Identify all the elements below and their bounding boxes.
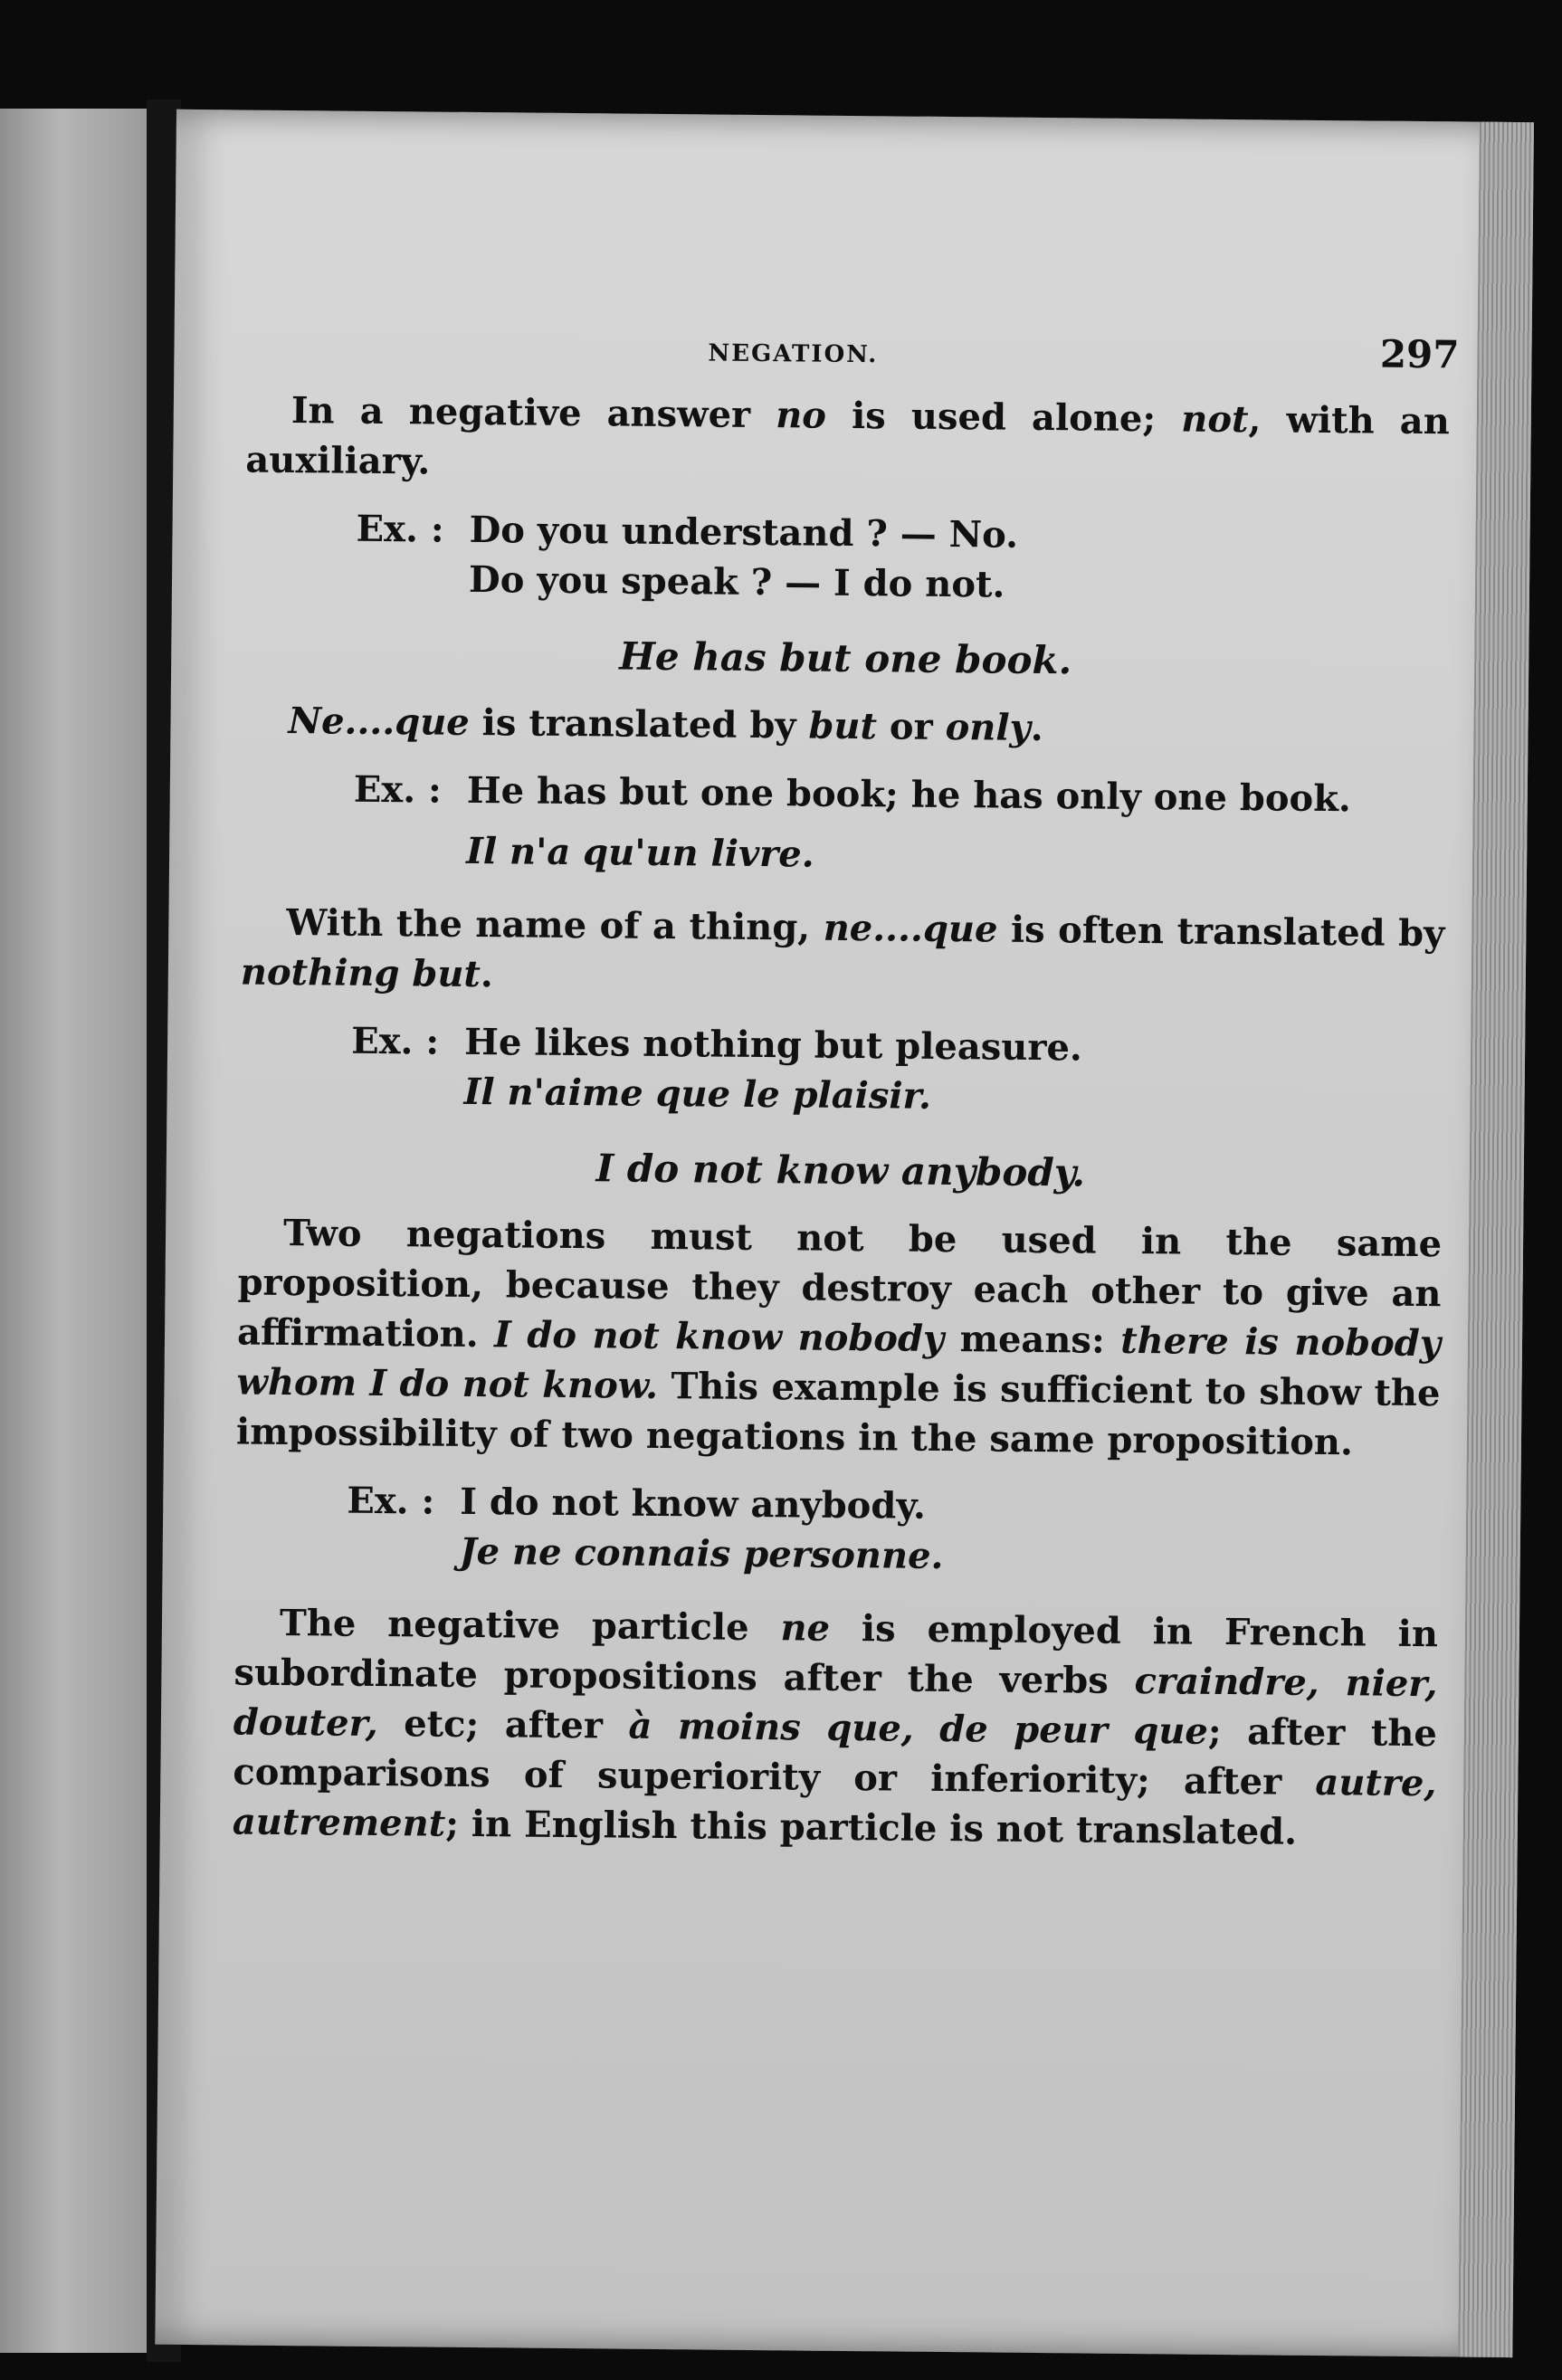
example-translation: Il n'aime que le plaisir.: [463, 1070, 932, 1118]
italic-run: but: [808, 704, 878, 748]
paragraph-two-negations: [236, 1208, 1443, 1469]
example-label: Ex. :: [350, 1019, 440, 1063]
text-run: is translated by: [469, 700, 809, 747]
italic-run: ne: [780, 1606, 831, 1650]
example-line: He likes nothing but pleasure.: [463, 1020, 1083, 1070]
example-lines: [469, 505, 1449, 614]
page-header: [246, 319, 1460, 386]
example-lines: [463, 1017, 1443, 1126]
example-line: I do not know anybody.: [460, 1480, 927, 1528]
text-run: , with an auxiliary.: [245, 398, 1451, 483]
text-run: Two negations must not be used in the same proposition, because they destroy each other to give an affirmation.: [236, 1211, 1443, 1357]
page-number: 297: [1379, 331, 1460, 377]
text-run: is employed in French in subordinate propositions after the verbs: [233, 1606, 1439, 1703]
example-block-4: [234, 1474, 1439, 1585]
italic-run: craindre, nier, douter,: [233, 1660, 1438, 1746]
book-page: [155, 109, 1534, 2357]
facing-page-edge: [0, 109, 152, 2353]
example-line: Do you understand ? — No.: [469, 508, 1019, 557]
example-translation: Il n'a qu'un livre.: [465, 829, 814, 876]
italic-run: no: [776, 394, 827, 437]
text-run: means:: [943, 1318, 1121, 1362]
paragraph-negative-answer: [245, 386, 1450, 497]
text-run: The negative particle: [279, 1601, 781, 1650]
example-block-2: [242, 764, 1446, 886]
italic-run: nothing but: [240, 950, 481, 996]
italic-run: autre, autrement: [232, 1760, 1437, 1845]
example-block-3: [239, 1015, 1443, 1127]
paragraph-name-of-thing: [241, 898, 1445, 1009]
italic-run: there is nobody whom I do not know.: [236, 1319, 1442, 1407]
paragraph-ne-que: [243, 696, 1446, 757]
text-run: .: [1030, 706, 1043, 750]
running-head: NEGATION.: [708, 339, 879, 369]
italic-run: only: [945, 705, 1032, 749]
text-run: ; after the comparisons of superiority or inferiority; after: [233, 1709, 1438, 1804]
text-run: is used alone;: [825, 394, 1182, 441]
paragraph-negative-particle: [233, 1597, 1439, 1858]
text-run: ; in English this particle is not translated.: [444, 1802, 1298, 1853]
example-label: Ex. :: [347, 1479, 435, 1523]
page-content: [232, 319, 1460, 1859]
italic-run: I do not know nobody: [493, 1313, 945, 1361]
text-run: With the name of a thing,: [286, 901, 824, 949]
text-run: This example is sufficient to show the impossibility of two negations in the same proposition.: [235, 1364, 1441, 1464]
text-run: .: [480, 953, 494, 996]
example-lines: [466, 766, 1446, 885]
italic-run: à moins que, de peur que: [628, 1704, 1209, 1753]
section-heading-anybody: I do not know anybody.: [595, 1146, 1086, 1195]
section-heading-one-book: He has but one book.: [619, 633, 1072, 683]
italic-run: Ne....que: [288, 700, 470, 744]
text-run: or: [876, 705, 946, 748]
example-label: Ex. :: [356, 507, 444, 551]
text-run: etc; after: [377, 1702, 629, 1747]
example-line: He has but one book; he has only one book.: [466, 768, 1352, 821]
example-block-1: [244, 503, 1449, 614]
example-label: Ex. :: [353, 767, 443, 812]
italic-run: ne....que: [823, 906, 998, 951]
italic-run: not: [1181, 397, 1249, 442]
page-fore-edge: [1458, 122, 1534, 2357]
text-run: is often translated by: [997, 908, 1445, 956]
text-run: In a negative answer: [290, 389, 776, 437]
example-line: Do you speak ? — I do not.: [468, 557, 1005, 606]
example-translation: Je ne connais personne.: [459, 1529, 944, 1578]
example-lines: [459, 1477, 1439, 1585]
